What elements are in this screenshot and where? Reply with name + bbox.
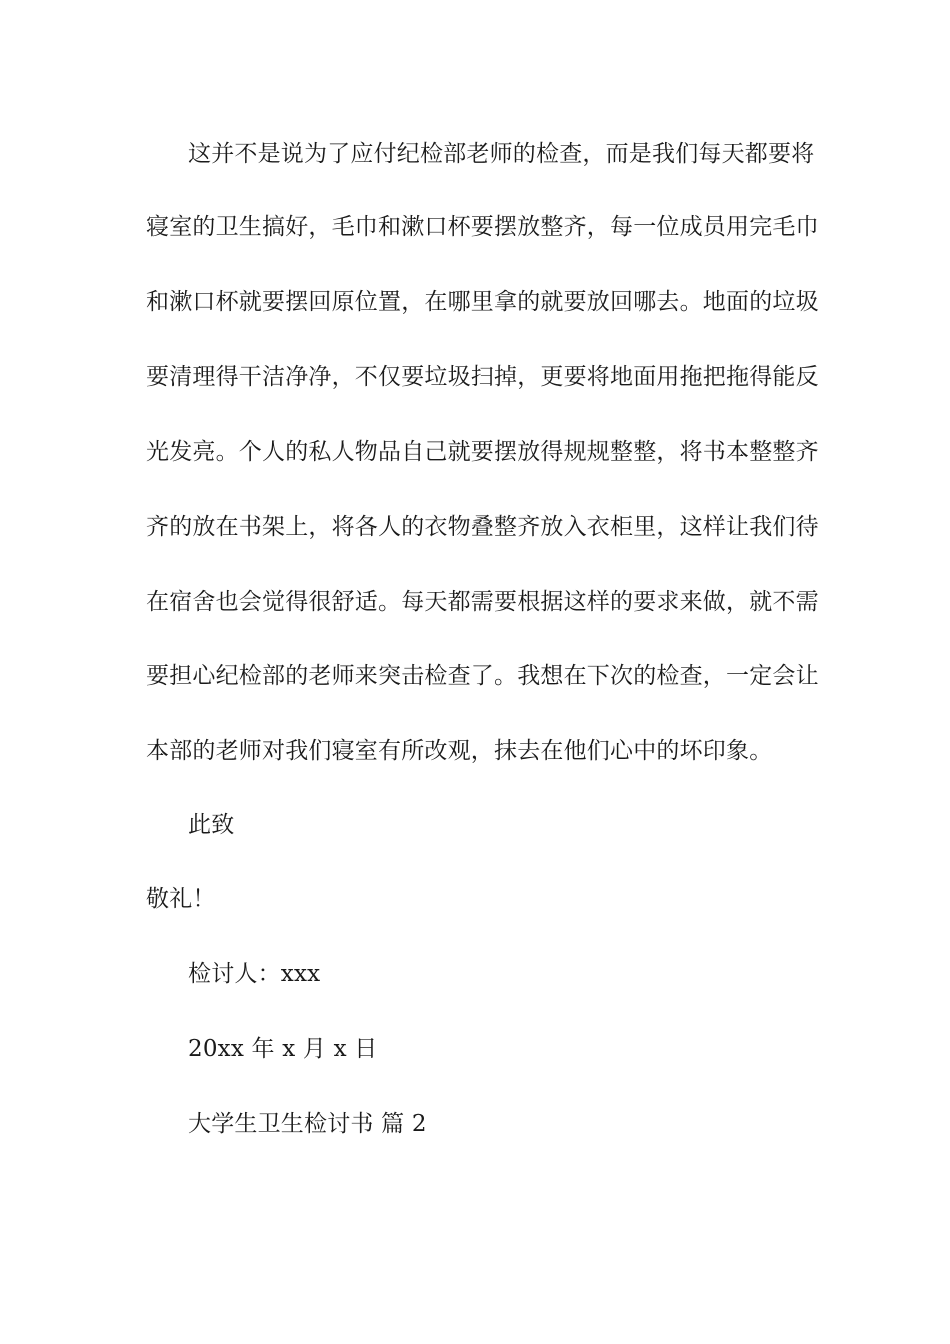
salute-text: 敬礼！ [146, 886, 216, 912]
signature-text: 检讨人：xxx [188, 961, 321, 987]
paragraph-line-7: 在宿舍也会觉得很舒适。每天都需要根据这样的要求来做，就不需 [146, 589, 819, 615]
paragraph-line-8: 要担心纪检部的老师来突击检查了。我想在下次的检查，一定会让 [146, 663, 819, 689]
paragraph-line-6: 齐的放在书架上，将各人的衣物叠整齐放入衣柜里，这样让我们待 [146, 514, 819, 540]
paragraph-line-4: 要清理得干洁净净，不仅要垃圾扫掉，更要将地面用拖把拖得能反 [146, 364, 819, 390]
paragraph-line-1: 这并不是说为了应付纪检部老师的检查，而是我们每天都要将 [188, 141, 815, 167]
paragraph-line-3: 和漱口杯就要摆回原位置，在哪里拿的就要放回哪去。地面的垃圾 [146, 289, 819, 315]
next-section-title: 大学生卫生检讨书 篇 2 [188, 1111, 427, 1137]
date-text: 20xx 年 x 月 x 日 [188, 1036, 378, 1062]
paragraph-line-9: 本部的老师对我们寝室有所改观，抹去在他们心中的坏印象。 [146, 738, 773, 764]
paragraph-line-5: 光发亮。个人的私人物品自己就要摆放得规规整整，将书本整整齐 [146, 439, 819, 465]
paragraph-line-2: 寝室的卫生搞好，毛巾和漱口杯要摆放整齐，每一位成员用完毛巾 [146, 214, 819, 240]
closing-text: 此致 [188, 812, 235, 838]
